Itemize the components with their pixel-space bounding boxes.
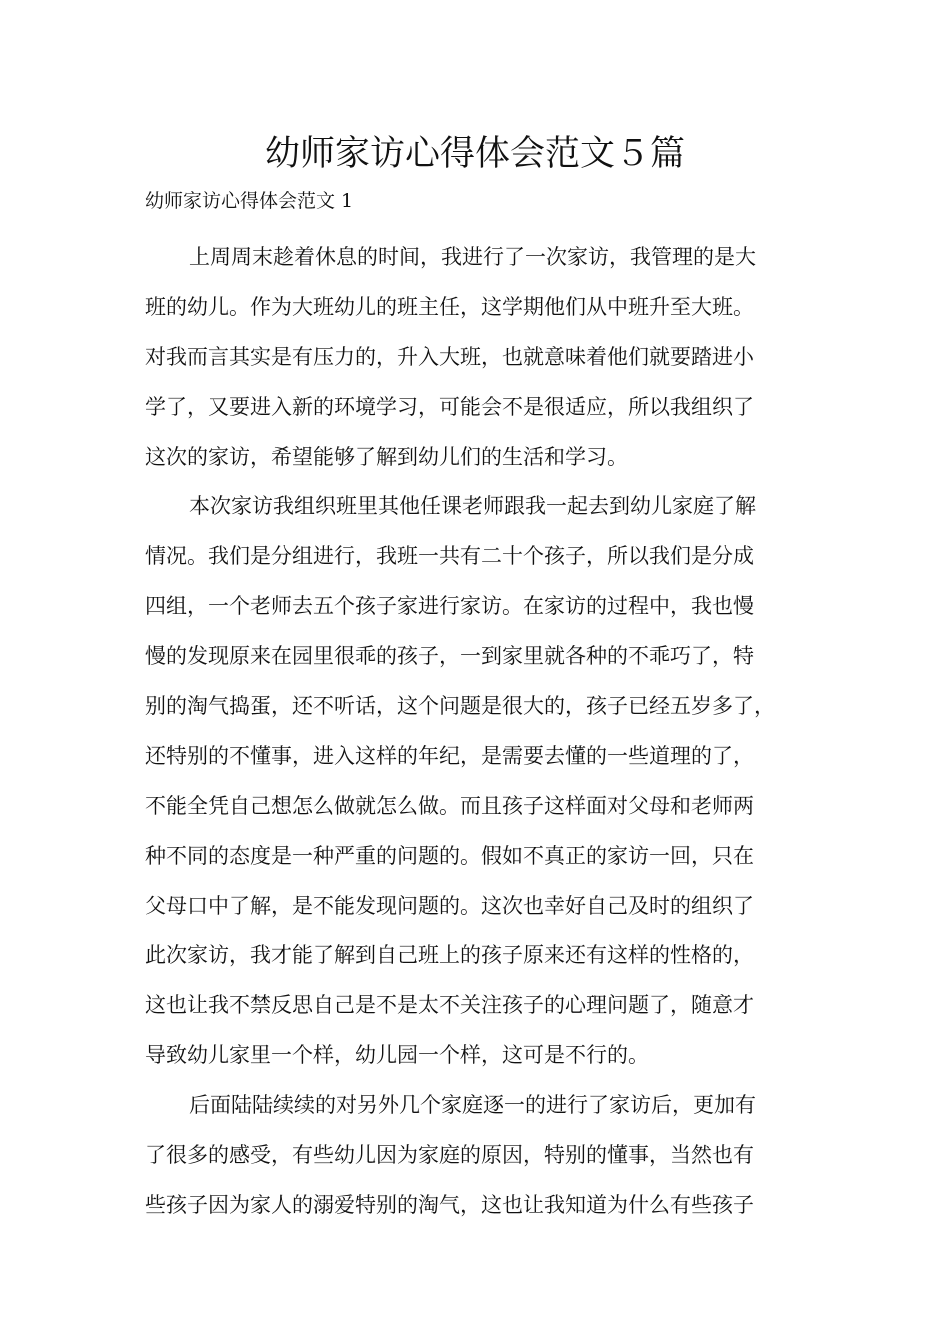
- body-line: 种不同的态度是一种严重的问题的。假如不真正的家访一回，只在: [145, 843, 754, 868]
- body-line: 情况。我们是分组进行，我班一共有二十个孩子，所以我们是分成: [145, 544, 754, 569]
- document-title: 幼师家访心得体会范文５篇: [264, 134, 685, 174]
- body-line: 些孩子因为家人的溺爱特别的淘气，这也让我知道为什么有些孩子: [145, 1192, 754, 1217]
- body-line: 后面陆陆续续的对另外几个家庭逐一的进行了家访后，更加有: [189, 1093, 756, 1118]
- body-line: 这次的家访，希望能够了解到幼儿们的生活和学习。: [145, 444, 628, 469]
- body-line: 这也让我不禁反思自己是不是太不关注孩子的心理问题了，随意才: [145, 993, 754, 1018]
- body-line: 学了，又要进入新的环境学习，可能会不是很适应，所以我组织了: [145, 394, 754, 419]
- body-line: 对我而言其实是有压力的，升入大班，也就意味着他们就要踏进小: [145, 344, 754, 369]
- body-line: 导致幼儿家里一个样，幼儿园一个样，这可是不行的。: [145, 1043, 649, 1068]
- body-line: 本次家访我组织班里其他任课老师跟我一起去到幼儿家庭了解: [189, 494, 756, 519]
- body-line: 别的淘气捣蛋，还不听话，这个问题是很大的，孩子已经五岁多了，: [145, 694, 775, 719]
- body-line: 慢的发现原来在园里很乖的孩子，一到家里就各种的不乖巧了，特: [145, 644, 754, 669]
- document-body: [145, 233, 825, 1231]
- body-line: 了很多的感受，有些幼儿因为家庭的原因，特别的懂事，当然也有: [145, 1143, 754, 1168]
- body-line: 不能全凭自己想怎么做就怎么做。而且孩子这样面对父母和老师两: [145, 793, 754, 818]
- document-subtitle: 幼师家访心得体会范文 1: [145, 190, 354, 212]
- body-line: 还特别的不懂事，进入这样的年纪，是需要去懂的一些道理的了，: [145, 743, 754, 768]
- body-line: 上周周末趁着休息的时间，我进行了一次家访，我管理的是大: [189, 245, 756, 269]
- body-line: 父母口中了解，是不能发现问题的。这次也幸好自己及时的组织了: [145, 893, 754, 918]
- body-line: 班的幼儿。作为大班幼儿的班主任，这学期他们从中班升至大班。: [145, 294, 754, 319]
- body-line: 四组，一个老师去五个孩子家进行家访。在家访的过程中，我也慢: [145, 594, 754, 619]
- body-line: 此次家访，我才能了解到自己班上的孩子原来还有这样的性格的，: [145, 943, 754, 968]
